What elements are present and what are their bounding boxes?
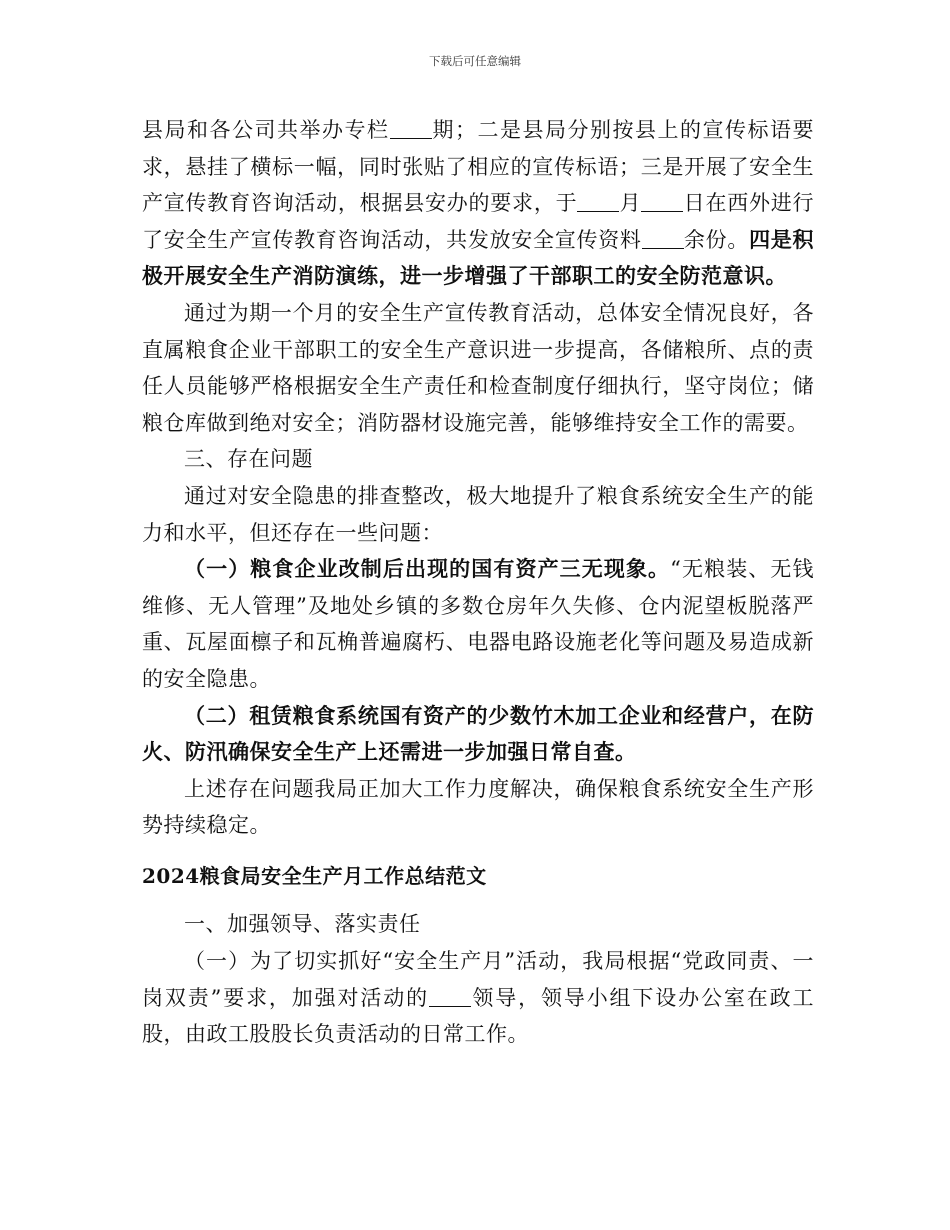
paragraph-problem-2: （二）租赁粮食系统国有资产的少数竹木加工企业和经营户，在防火、防汛确保安全生产上还需进一步加强日常自查。 xyxy=(142,702,814,765)
problem-1-heading: （一）粮食企业改制后出现的国有资产三无现象。 xyxy=(184,556,671,582)
page-header: 下载后可任意编辑 xyxy=(429,54,521,68)
document-title: 2024粮食局安全生产月工作总结范文 xyxy=(142,863,487,888)
blank-field xyxy=(641,192,683,212)
document-body xyxy=(142,112,814,1053)
paragraph-publicity: 县局和各公司共举办专栏 期；二是县局分别按县上的宣传标语要求，悬挂了横标一幅，同时张贴了相应的宣传标语；三是开展了安全生产宣传教育咨询活动，根据县安办的要求，于 月 日在西外进行了安全生产宣传教育咨询活动，共发放安全宣传资料 余份。四是积极开展安全生产消防演练，进一步增强了干部职工的安全防范意识。 xyxy=(142,118,815,289)
paragraph-leadership: （一）为了切实抓好“安全生产月”活动，我局根据“党政同责、一岗双责”要求，加强对活动的 领导，领导小组下设办公室在政工股，由政工股股长负责活动的日常工作。 xyxy=(142,949,814,1047)
section-heading-leadership: 一、加强领导、落实责任 xyxy=(184,912,421,937)
paragraph-conclusion: 上述存在问题我局正加大工作力度解决，确保粮食系统安全生产形势持续稳定。 xyxy=(142,776,814,838)
blank-field xyxy=(642,229,684,249)
paragraph-problems-intro: 通过对安全隐患的排查整改，极大地提升了粮食系统安全生产的能力和水平，但还存在一些问题： xyxy=(142,483,814,545)
blank-field xyxy=(577,192,619,212)
section-heading-problems: 三、存在问题 xyxy=(184,447,313,472)
blank-field xyxy=(390,119,432,139)
paragraph-summary: 通过为期一个月的安全生产宣传教育活动，总体安全情况良好，各直属粮食企业干部职工的安全生产意识进一步提高，各储粮所、点的责任人员能够严格根据安全生产责任和检查制度仔细执行，坚守岗位；储粮仓库做到绝对安全；消防器材设施完善，能够维持安全工作的需要。 xyxy=(142,300,814,435)
bold-statement: 四是积极开展安全生产消防演练，进一步增强了干部职工的安全防范意识。 xyxy=(142,226,815,289)
blank-field xyxy=(429,987,471,1007)
paragraph-problem-1: （一）粮食企业改制后出现的国有资产三无现象。“无粮装、无钱维修、无人管理”及地处乡镇的多数仓房年久失修、仓内泥望板脱落严重、瓦屋面檩子和瓦桷普遍腐朽、电器电路设施老化等问题及易造成新的安全隐患。 xyxy=(142,556,814,691)
